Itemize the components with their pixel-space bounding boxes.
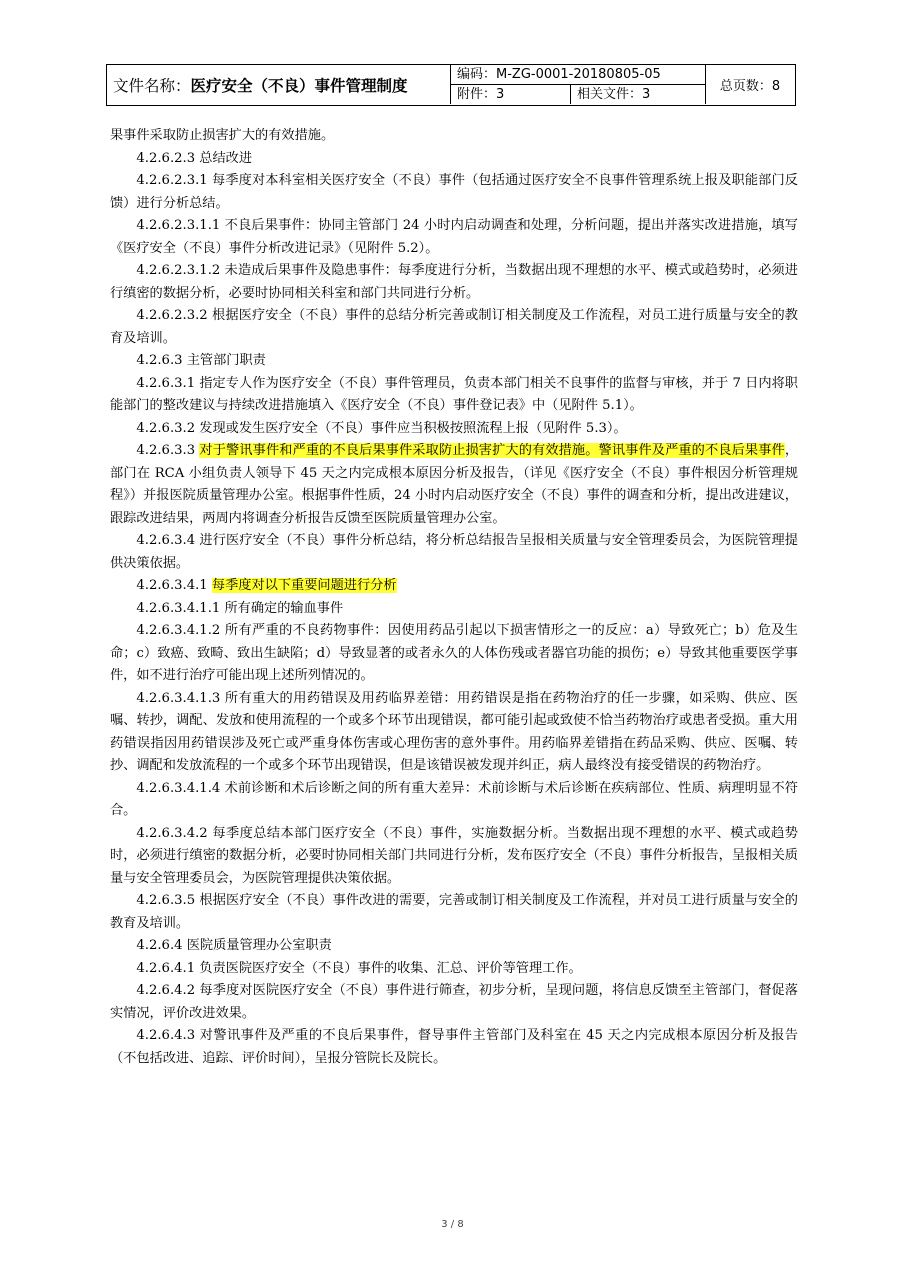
document-header-table xyxy=(106,64,796,106)
paragraph: 4.2.6.3.4.2 每季度总结本部门医疗安全（不良）事件，实施数据分析。当数据出现不理想的水平、模式或趋势时，必须进行缜密的数据分析，必要时协同相关部门共同进行分析，发布医疗安全（不良）事件分析报告，呈报相关质量与安全管理委员会，为医院管理提供决策依据。 xyxy=(110,825,798,886)
paragraph: 4.2.6.2.3.2 根据医疗安全（不良）事件的总结分析完善或制订相关制度及工作流程，对员工进行质量与安全的教育及培训。 xyxy=(110,308,798,346)
paragraph: 4.2.6.3.4.1.3 所有重大的用药错误及用药临界差错：用药错误是指在药物治疗的任一步骤，如采购、供应、医嘱、转抄，调配、发放和使用流程的一个或多个环节出现错误，都可能引起或致使不恰当药物治疗或患者受损。重大用药错误指因用药错误涉及死亡或严重身体伤害或心理伤害的意外事件。用药临界差错指在药品采购、供应、医嘱、转抄、调配和发放流程的一个或多个环节出现错误，但是该错误被发现并纠正，病人最终没有接受错误的药物治疗。 xyxy=(110,690,798,773)
paragraph: 4.2.6.3.2 发现或发生医疗安全（不良）事件应当积极按照流程上报（见附件 5.3）。 xyxy=(136,420,627,436)
doc-name-cell xyxy=(107,65,451,104)
paragraph-number: 4.2.6.3.4.1 xyxy=(136,578,212,593)
section-heading: 4.2.6.3 主管部门职责 xyxy=(136,353,266,368)
doc-name-label: 文件名称： xyxy=(113,76,191,95)
paragraph-highlighted xyxy=(110,440,798,530)
section-heading: 4.2.6.4 医院质量管理办公室职责 xyxy=(136,938,332,953)
highlighted-text: 每季度对以下重要问题进行分析 xyxy=(211,578,397,593)
page-number: 3 / 8 xyxy=(441,1219,464,1230)
paragraph-highlighted xyxy=(110,575,798,598)
paragraph: 4.2.6.4.3 对警讯事件及严重的不良后果事件，督导事件主管部门及科室在 45 天之内完成根本原因分析及报告（不包括改进、追踪、评价时间），呈报分管院长及院长。 xyxy=(110,1028,798,1066)
paragraph: 4.2.6.3.4 进行医疗安全（不良）事件分析总结，将分析总结报告呈报相关质量与安全管理委员会，为医院管理提供决策依据。 xyxy=(110,533,798,571)
document-body xyxy=(110,125,798,1070)
doc-related-files: 相关文件：3 xyxy=(577,87,651,102)
paragraph-number: 4.2.6.3.3 xyxy=(136,443,200,458)
paragraph: 4.2.6.3.1 指定专人作为医疗安全（不良）事件管理员，负责本部门相关不良事件的监督与审核，并于 7 日内将职能部门的整改建议与持续改进措施填入《医疗安全（不良）事件登记表》中（见附件 5.1）。 xyxy=(110,375,798,413)
doc-code: 编码：M-ZG-0001-20180805-05 xyxy=(451,65,705,85)
highlighted-text: 对于警讯事件和严重的不良后果事件采取防止损害扩大的有效措施。警讯事件及严重的不良后果事件 xyxy=(199,443,785,458)
doc-total-pages: 总页数：8 xyxy=(705,65,794,104)
doc-name: 医疗安全（不良）事件管理制度 xyxy=(190,76,408,95)
paragraph: 果事件采取防止损害扩大的有效措施。 xyxy=(110,128,335,143)
paragraph: 4.2.6.4.1 负责医院医疗安全（不良）事件的收集、汇总、评价等管理工作。 xyxy=(136,960,582,976)
paragraph: 4.2.6.2.3.1 每季度对本科室相关医疗安全（不良）事件（包括通过医疗安全不良事件管理系统上报及职能部门反馈）进行分析总结。 xyxy=(110,173,798,211)
paragraph: 4.2.6.2.3.1.2 未造成后果事件及隐患事件：每季度进行分析，当数据出现不理想的水平、模式或趋势时，必须进行缜密的数据分析，必要时协同相关科室和部门共同进行分析。 xyxy=(110,263,798,301)
paragraph: 4.2.6.3.4.1.2 所有严重的不良药物事件：因使用药品引起以下损害情形之一的反应：a）导致死亡；b）危及生命；c）致癌、致畸、致出生缺陷；d）导致显著的或者永久的人体伤残或者器官功能的损伤；e）导致其他重要医学事件，如不进行治疗可能出现上述所列情况的。 xyxy=(110,623,798,683)
paragraph: 4.2.6.3.4.1.1 所有确定的输血事件 xyxy=(136,600,344,616)
doc-attachments: 附件：3 xyxy=(451,85,571,104)
section-heading: 4.2.6.2.3 总结改进 xyxy=(136,150,253,166)
paragraph: 4.2.6.2.3.1.1 不良后果事件：协同主管部门 24 小时内启动调查和处理，分析问题，提出并落实改进措施，填写《医疗安全（不良）事件分析改进记录》（见附件 5.2）。 xyxy=(110,218,798,256)
paragraph: 4.2.6.3.5 根据医疗安全（不良）事件改进的需要，完善或制订相关制度及工作流程，并对员工进行质量与安全的教育及培训。 xyxy=(110,893,798,931)
paragraph-text: ，部门在 RCA 小组负责人领导下 45 天之内完成根本原因分析及报告，（详见《医疗安全（不良）事件根因分析管理规程》）并报医院质量管理办公室。根据事件性质，24 小时内启动医疗安全（不良）事件的调查和分析，提出改进建议，跟踪改进结果，两周内将调查分析报告反馈至医院质量管理办公室。 xyxy=(110,443,798,526)
paragraph: 4.2.6.4.2 每季度对医院医疗安全（不良）事件进行筛查，初步分析，呈现问题，将信息反馈至主管部门，督促落实情况，评价改进效果。 xyxy=(110,983,798,1021)
paragraph: 4.2.6.3.4.1.4 术前诊断和术后诊断之间的所有重大差异：术前诊断与术后诊断在疾病部位、性质、病理明显不符合。 xyxy=(110,780,798,818)
